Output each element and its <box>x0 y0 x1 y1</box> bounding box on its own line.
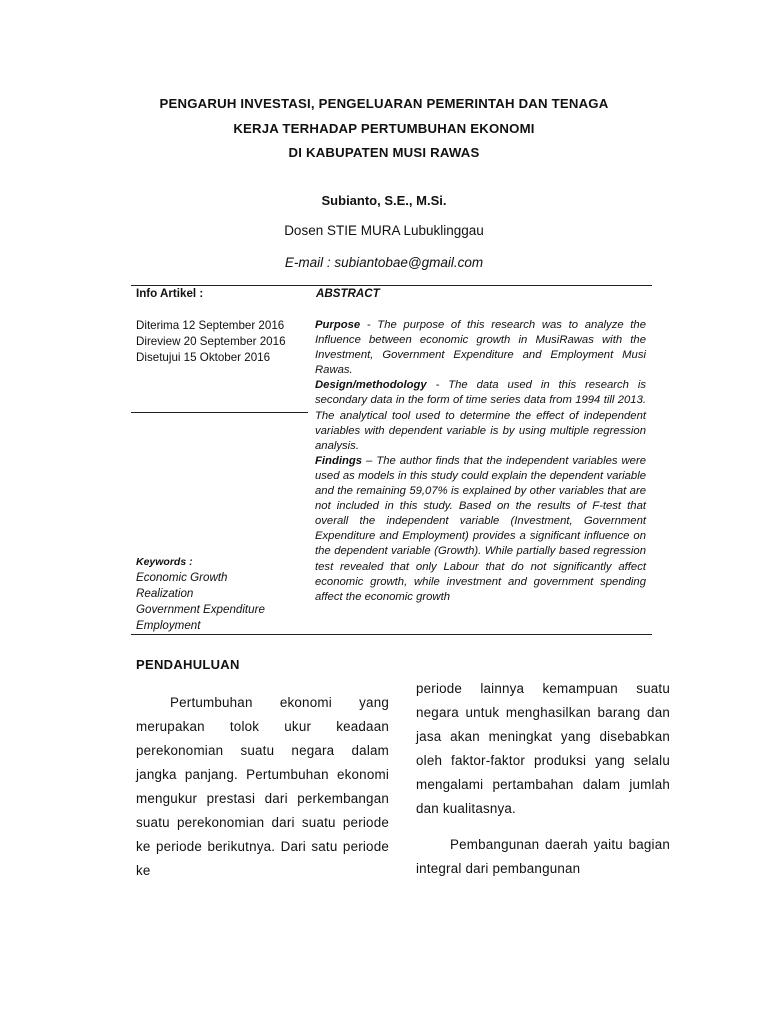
abstract-body <box>315 318 646 605</box>
article-dates <box>136 318 286 366</box>
paper-title-line-2: KERJA TERHADAP PERTUMBUHAN EKONOMI <box>233 121 535 136</box>
intro-paragraph: Pertumbuhan ekonomi yang merupakan tolok ukur keadaan perekonomian suatu negara dalam jangka panjang. Pertumbuhan ekonomi mengukur prestasi dari perkembangan suatu perekonomian dari suatu periode ke periode berikutnya. Dari satu periode ke <box>136 695 389 878</box>
keywords-heading: Keywords : <box>136 556 193 568</box>
keywords-list <box>136 570 265 634</box>
date-accepted: Disetujui 15 Oktober 2016 <box>136 351 271 364</box>
top-rule <box>131 285 652 286</box>
paper-title-line-1: PENGARUH INVESTASI, PENGELUARAN PEMERINTAH DAN TENAGA <box>159 96 609 111</box>
bottom-rule <box>131 634 652 635</box>
findings-label: Findings <box>315 454 363 467</box>
keyword: Government Expenditure <box>136 603 265 616</box>
abstract-heading: ABSTRACT <box>316 287 380 300</box>
author-name: Subianto, S.E., M.Si. <box>321 193 447 208</box>
intro-paragraph: Pembangunan daerah yaitu bagian integral dari pembangunan <box>416 837 670 876</box>
findings-text: – The author finds that the independent variables were used as models in this study could explain the dependent variable and the remaining 59,07% is explained by other variables that are not included in this study. Based on the results of F-test that overall the independent variable (Investment, Government Expenditure and Employment) provides a significant influence on the dependent variable (Growth). While partially based regression test revealed that only Labour that do not significantly affect economic growth, while investment and government spending affect the economic growth <box>315 454 646 603</box>
author-email: E-mail : subiantobae@gmail.com <box>284 255 484 270</box>
intro-left-column <box>136 691 389 883</box>
date-reviewed: Direview 20 September 2016 <box>136 335 286 348</box>
keyword: Economic Growth <box>136 571 228 584</box>
keyword: Employment <box>136 619 201 632</box>
abstract-purpose <box>315 318 646 378</box>
author-affiliation: Dosen STIE MURA Lubuklinggau <box>284 223 484 238</box>
purpose-label: Purpose <box>315 319 361 331</box>
date-received: Diterima 12 September 2016 <box>136 319 285 332</box>
info-divider-rule <box>131 412 308 413</box>
abstract-design <box>315 378 646 453</box>
intro-right-column <box>416 677 670 881</box>
intro-paragraph: periode lainnya kemampuan suatu negara untuk menghasilkan barang dan jasa akan meningkat yang disebabkan oleh faktor-faktor produksi yang selalu mengalami pertambahan dalam jumlah dan kualitasnya. <box>416 681 670 816</box>
purpose-text: - The purpose of this research was to analyze the Influence between economic growth in MusiRawas with the Investment, Government Expenditure and Employment Musi Rawas. <box>315 319 646 377</box>
keyword: Realization <box>136 587 194 600</box>
info-artikel-heading: Info Artikel : <box>136 287 204 300</box>
abstract-findings <box>315 454 646 605</box>
section-heading: PENDAHULUAN <box>136 657 240 672</box>
design-text: - The data used in this research is secondary data in the form of time series data from 1994 till 2013. The analytical tool used to determine the effect of independent variables with dependent variable is by using multiple regression analysis. <box>315 379 646 452</box>
design-label: Design/methodology <box>315 379 427 392</box>
paper-title-line-3: DI KABUPATEN MUSI RAWAS <box>288 145 480 160</box>
